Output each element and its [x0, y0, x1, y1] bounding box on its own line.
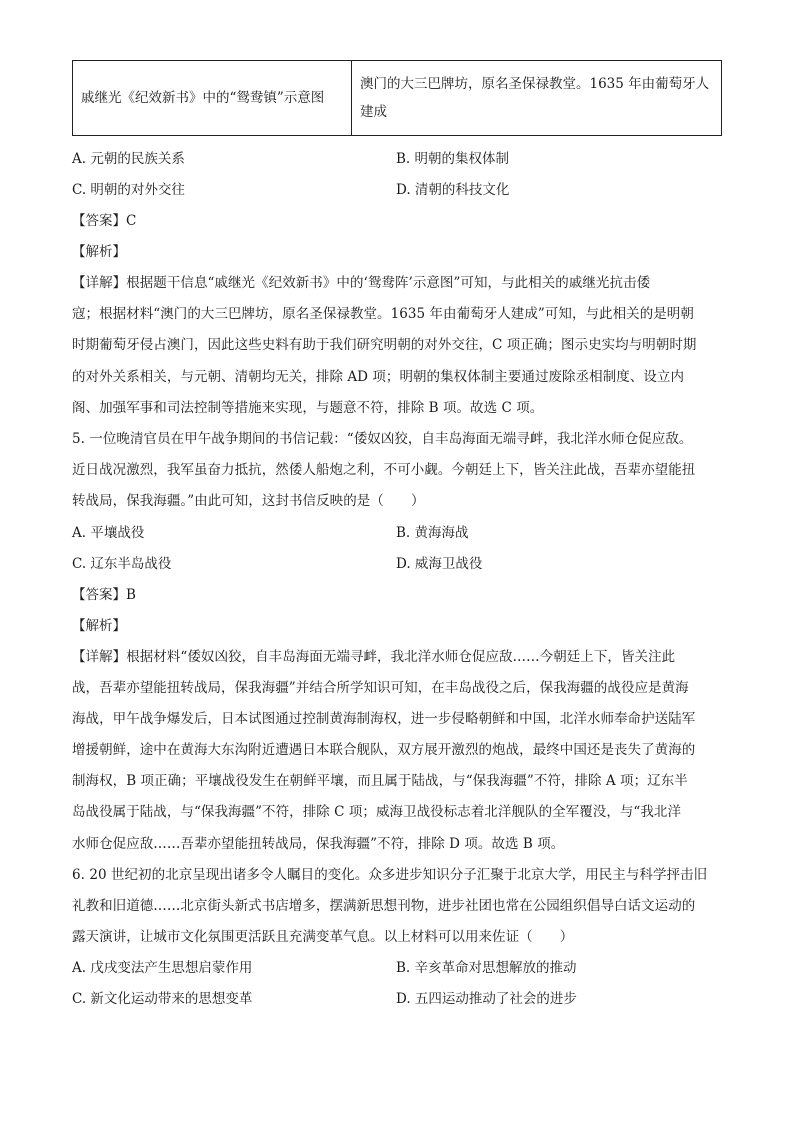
detail-line: 阁、加强军事和司法控制等措施来实现，与题意不符，排除 B 项。故选 C 项。 — [72, 399, 544, 416]
q5-detail — [72, 642, 722, 860]
option-c[interactable]: C. 明朝的对外交往 — [72, 182, 185, 198]
q4-detail — [72, 268, 722, 424]
q5-stem — [72, 424, 722, 518]
option-row — [72, 175, 722, 206]
option-d[interactable]: D. 清朝的科技文化 — [396, 182, 510, 198]
source-table — [72, 60, 722, 136]
exam-page — [72, 60, 722, 1015]
detail-line: 【详解】根据题干信息“戚继光《纪效新书》中的‘鸳鸯阵’示意图”可知，与此相关的戚继光抗击倭 — [72, 275, 651, 291]
stem-line: 5. 一位晚清官员在甲午战争期间的书信记载：“倭奴凶狡，自丰岛海面无端寻衅，我北洋水师仓促应敌。 — [72, 430, 693, 447]
q4-answer: 【答案】C — [72, 213, 137, 229]
q5-options — [72, 518, 722, 580]
detail-line: 寇；根据材料“澳门的大三巴牌坊，原名圣保禄教堂。1635 年由葡萄牙人建成”可知，与此相关的是明朝 — [72, 306, 694, 323]
table-cell-right-line: 澳门的大三巴牌坊，原名圣保禄教堂。1635 年由葡萄牙人 — [360, 76, 710, 92]
q4-analysis-label: 【解析】 — [72, 244, 126, 260]
option-b[interactable]: B. 明朝的集权体制 — [396, 151, 510, 167]
q5-analysis-label: 【解析】 — [72, 617, 126, 634]
option-a[interactable]: A. 戊戌变法产生思想启蒙作用 — [72, 960, 253, 977]
option-b[interactable]: B. 黄海海战 — [396, 524, 469, 541]
q5-answer: 【答案】B — [72, 586, 136, 603]
table-cell-left: 戚继光《纪效新书》中的“鸳鸯镇”示意图 — [73, 61, 352, 136]
option-d[interactable]: D. 威海卫战役 — [396, 555, 483, 572]
option-row — [72, 549, 722, 580]
stem-line: 6. 20 世纪初的北京呈现出诸多令人瞩目的变化。众多进步知识分子汇聚于北京大学，用民主与科学抨击旧 — [72, 866, 708, 883]
detail-line: 【详解】根据材料“倭奴凶狡，自丰岛海面无端寻衅，我北洋水师仓促应敌……今朝廷上下，皆关注此 — [72, 648, 676, 665]
detail-line: 水师仓促应敌……吾辈亦望能扭转战局，保我海疆”不符，排除 D 项。故选 B 项。 — [72, 835, 565, 852]
detail-line: 海战，甲午战争爆发后，日本试图通过控制黄海制海权，进一步侵略朝鲜和中国，北洋水师奉命护送陆军 — [72, 710, 696, 727]
detail-line: 的对外关系相关，与元朝、清朝均无关，排除 AD 项；明朝的集权体制主要通过废除丞相制度、设立内 — [72, 368, 685, 385]
option-a[interactable]: A. 平壤战役 — [72, 524, 145, 541]
stem-line: 礼教和旧道德……北京街头新式书店增多，摆满新思想刊物，进步社团也常在公园组织倡导白话文运动的 — [72, 898, 696, 914]
option-row — [72, 953, 722, 984]
detail-line: 增援朝鲜，途中在黄海大东沟附近遭遇日本联合舰队，双方展开激烈的炮战，最终中国还是丧失了黄海的 — [72, 742, 696, 759]
option-row — [72, 144, 722, 175]
table-cell-right — [352, 61, 722, 136]
option-c[interactable]: C. 新文化运动带来的思想变革 — [72, 991, 253, 1008]
q6-stem — [72, 860, 722, 954]
option-a[interactable]: A. 元朝的民族关系 — [72, 151, 185, 167]
table-cell-right-line: 建成 — [360, 104, 387, 120]
detail-line: 时期葡萄牙侵占澳门，因此这些史料有助于我们研究明朝的对外交往，C 项正确；图示史实均与明朝时期 — [72, 337, 697, 354]
detail-line: 岛战役属于陆战，与“保我海疆”不符，排除 C 项；威海卫战役标志着北洋舰队的全军覆没，与“我北洋 — [72, 804, 682, 821]
option-row — [72, 984, 722, 1015]
stem-line: 露天演讲，让城市文化氛围更活跃且充满变革气息。以上材料可以用来佐证（ ） — [72, 929, 574, 946]
option-b[interactable]: B. 辛亥革命对思想解放的推动 — [396, 960, 577, 977]
option-c[interactable]: C. 辽东半岛战役 — [72, 555, 172, 572]
q4-options — [72, 144, 722, 206]
option-row — [72, 518, 722, 549]
stem-line: 近日战况激烈，我军虽奋力抵抗，然倭人船炮之利，不可小觑。今朝廷上下，皆关注此战，吾辈亦望能扭 — [72, 462, 696, 479]
q6-options — [72, 953, 722, 1015]
detail-line: 制海权，B 项正确；平壤战役发生在朝鲜平壤，而且属于陆战，与“保我海疆”不符，排除 A 项；辽东半 — [72, 773, 688, 790]
table-row — [73, 61, 722, 136]
option-d[interactable]: D. 五四运动推动了社会的进步 — [396, 991, 577, 1008]
detail-line: 战，吾辈亦望能扭转战局，保我海疆”并结合所学知识可知，在丰岛战役之后，保我海疆的战役应是黄海 — [72, 679, 689, 696]
stem-line: 转战局，保我海疆。”由此可知，这封书信反映的是（ ） — [72, 493, 425, 510]
